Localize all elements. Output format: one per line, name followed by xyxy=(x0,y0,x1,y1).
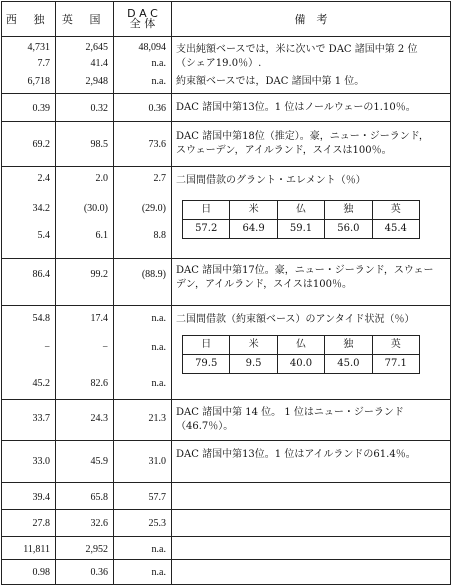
cell-west-germany xyxy=(2,122,56,167)
value-dac-total: n.a. xyxy=(151,342,166,353)
cell-west-germany xyxy=(2,306,56,400)
value-uk: 32.6 xyxy=(90,518,108,529)
table-row xyxy=(2,259,451,306)
value-west-germany: 2.4 xyxy=(37,173,50,184)
table-row xyxy=(2,510,451,537)
value-west-germany: 33.0 xyxy=(32,456,50,467)
cell-west-germany xyxy=(2,37,56,94)
cell-dac-total xyxy=(114,167,172,259)
cell-remarks xyxy=(172,441,451,483)
cell-remarks xyxy=(172,483,451,510)
cell-uk xyxy=(56,306,114,400)
value-west-germany: 69.2 xyxy=(32,139,50,150)
subtable-value-cell: 57.2 xyxy=(183,220,230,239)
value-west-germany: 6,718 xyxy=(27,76,50,87)
value-uk: − xyxy=(102,342,108,353)
cell-remarks xyxy=(172,167,451,259)
remark-line: DAC 諸国中第13位。1 位はノールウェーの1.10％。 xyxy=(176,102,416,113)
subtable-value-cell: 64.9 xyxy=(230,220,277,239)
value-uk: 6.1 xyxy=(95,230,108,241)
cell-uk xyxy=(56,37,114,94)
cell-west-germany xyxy=(2,400,56,441)
value-dac-total: 0.36 xyxy=(148,103,166,114)
cell-dac-total xyxy=(114,441,172,483)
cell-remarks xyxy=(172,259,451,306)
subtable-header-cell: 仏 xyxy=(277,336,324,355)
table-row xyxy=(2,483,451,510)
value-dac-total: n.a. xyxy=(151,58,166,69)
cell-dac-total xyxy=(114,400,172,441)
value-uk: 2,952 xyxy=(85,544,108,555)
table-row xyxy=(2,122,451,167)
value-uk: 65.8 xyxy=(90,492,108,503)
value-dac-total: 25.3 xyxy=(148,518,166,529)
value-uk: 98.5 xyxy=(90,139,108,150)
value-west-germany: 0.39 xyxy=(32,103,50,114)
subtable-header-cell: 英 xyxy=(372,201,419,220)
subtable-value-cell: 79.5 xyxy=(183,355,230,374)
subtable-value-cell: 56.0 xyxy=(325,220,372,239)
table-row xyxy=(2,306,451,400)
cell-west-germany xyxy=(2,510,56,537)
cell-west-germany xyxy=(2,94,56,122)
value-dac-total: 21.3 xyxy=(148,413,166,424)
subtable-value-cell: 45.4 xyxy=(372,220,419,239)
cell-west-germany xyxy=(2,483,56,510)
value-west-germany: 27.8 xyxy=(32,518,50,529)
remark-line: 二国間借款のグラント・エレメント（％） xyxy=(176,175,366,186)
table-row xyxy=(2,167,451,259)
header-west-germany: 西 独 xyxy=(2,2,56,37)
remark-line: 支出純額ベースでは，米に次いで DAC 諸国中第 2 位 xyxy=(176,44,418,55)
header-row xyxy=(2,2,451,37)
remark-line: （シェア19.0％）. xyxy=(176,58,262,69)
value-uk: 82.6 xyxy=(90,378,108,389)
value-west-germany: 86.4 xyxy=(32,269,50,280)
value-dac-total: n.a. xyxy=(151,567,166,578)
value-west-germany: 54.8 xyxy=(32,313,50,324)
cell-dac-total xyxy=(114,37,172,94)
cell-uk xyxy=(56,122,114,167)
cell-dac-total xyxy=(114,560,172,585)
subtable-header-row xyxy=(183,201,420,220)
cell-uk xyxy=(56,560,114,585)
cell-west-germany xyxy=(2,537,56,560)
cell-west-germany xyxy=(2,441,56,483)
value-uk: (30.0) xyxy=(83,203,108,214)
value-uk: 41.4 xyxy=(90,58,108,69)
cell-uk xyxy=(56,259,114,306)
cell-uk xyxy=(56,400,114,441)
cell-west-germany xyxy=(2,259,56,306)
value-dac-total: n.a. xyxy=(151,313,166,324)
cell-dac-total xyxy=(114,537,172,560)
subtable-header-cell: 日 xyxy=(183,336,230,355)
cell-remarks xyxy=(172,94,451,122)
table-row xyxy=(2,441,451,483)
cell-uk xyxy=(56,94,114,122)
cell-uk xyxy=(56,537,114,560)
table-row xyxy=(2,537,451,560)
cell-remarks xyxy=(172,400,451,441)
value-west-germany: 34.2 xyxy=(32,203,50,214)
subtable-header-row xyxy=(183,336,420,355)
value-west-germany: − xyxy=(44,342,50,353)
remark-line: DAC 諸国中第13位。1 位はアイルランドの61.4％。 xyxy=(176,449,416,460)
value-dac-total: 8.8 xyxy=(153,230,166,241)
subtable-value-cell: 45.0 xyxy=(325,355,372,374)
remark-line: スウェーデン，アイルランド，スイスは100％。 xyxy=(176,145,392,156)
remark-line: 二国間借款（約束額ベース）のアンタイド状況（％） xyxy=(176,314,415,325)
value-dac-total: n.a. xyxy=(151,76,166,87)
subtable-value-row xyxy=(183,355,420,374)
cell-remarks xyxy=(172,510,451,537)
value-dac-total: n.a. xyxy=(151,378,166,389)
table-row xyxy=(2,37,451,94)
table-row xyxy=(2,94,451,122)
oda-comparison-table-container xyxy=(1,1,450,578)
value-west-germany: 5.4 xyxy=(37,230,50,241)
header-remarks: 備 考 xyxy=(172,2,451,37)
table-row xyxy=(2,400,451,441)
value-dac-total: n.a. xyxy=(151,544,166,555)
value-dac-total: (29.0) xyxy=(141,203,166,214)
cell-dac-total xyxy=(114,122,172,167)
cell-remarks xyxy=(172,37,451,94)
subtable-header-cell: 独 xyxy=(325,201,372,220)
value-dac-total: 2.7 xyxy=(153,173,166,184)
subtable-header-cell: 英 xyxy=(372,336,419,355)
subtable-header-cell: 米 xyxy=(230,336,277,355)
value-uk: 0.36 xyxy=(90,567,108,578)
value-uk: 2,948 xyxy=(85,76,108,87)
subtable-header-cell: 独 xyxy=(325,336,372,355)
remarks-subtable xyxy=(182,200,420,239)
cell-dac-total xyxy=(114,510,172,537)
cell-remarks xyxy=(172,560,451,585)
value-uk: 17.4 xyxy=(90,313,108,324)
remark-line: DAC 諸国中第18位（推定）。豪，ニュー・ジーランド， xyxy=(176,131,429,142)
header-uk: 英 国 xyxy=(56,2,114,37)
cell-remarks xyxy=(172,122,451,167)
cell-uk xyxy=(56,483,114,510)
cell-remarks xyxy=(172,537,451,560)
cell-dac-total xyxy=(114,94,172,122)
value-uk: 24.3 xyxy=(90,413,108,424)
value-uk: 45.9 xyxy=(90,456,108,467)
value-dac-total: 57.7 xyxy=(148,492,166,503)
remark-line: DAC 諸国中第17位。豪，ニュー・ジーランド，スウェー xyxy=(176,265,434,276)
subtable-value-cell: 59.1 xyxy=(277,220,324,239)
cell-remarks xyxy=(172,306,451,400)
value-west-germany: 39.4 xyxy=(32,492,50,503)
cell-uk xyxy=(56,510,114,537)
subtable-header-cell: 日 xyxy=(183,201,230,220)
subtable-header-cell: 仏 xyxy=(277,201,324,220)
value-west-germany: 45.2 xyxy=(32,378,50,389)
table-body xyxy=(2,37,451,585)
remarks-subtable xyxy=(182,335,420,374)
remark-line: （46.7％）。 xyxy=(176,421,234,432)
subtable-value-cell: 9.5 xyxy=(230,355,277,374)
cell-west-germany xyxy=(2,167,56,259)
value-west-germany: 33.7 xyxy=(32,413,50,424)
remark-line: デン，アイルランド，スイスは100％。 xyxy=(176,279,352,290)
header-dac-line1: D A C xyxy=(127,7,158,20)
subtable-header-cell: 米 xyxy=(230,201,277,220)
value-dac-total: 73.6 xyxy=(148,139,166,150)
value-west-germany: 4,731 xyxy=(27,42,50,53)
table-row xyxy=(2,560,451,585)
subtable-value-cell: 77.1 xyxy=(372,355,419,374)
remark-line: 約束額ベースでは，DAC 諸国中第 1 位。 xyxy=(176,76,365,87)
cell-uk xyxy=(56,167,114,259)
value-uk: 99.2 xyxy=(90,269,108,280)
subtable-value-cell: 40.0 xyxy=(277,355,324,374)
value-west-germany: 0.98 xyxy=(32,567,50,578)
value-uk: 0.32 xyxy=(90,103,108,114)
cell-dac-total xyxy=(114,483,172,510)
value-uk: 2.0 xyxy=(95,173,108,184)
header-dac-total xyxy=(114,2,172,37)
value-dac-total: (88.9) xyxy=(141,269,166,280)
value-dac-total: 48,094 xyxy=(138,42,166,53)
subtable-value-row xyxy=(183,220,420,239)
value-west-germany: 11,811 xyxy=(23,544,50,555)
oda-comparison-table xyxy=(1,1,451,585)
cell-west-germany xyxy=(2,560,56,585)
cell-uk xyxy=(56,441,114,483)
value-dac-total: 31.0 xyxy=(148,456,166,467)
remark-line: DAC 諸国中第 14 位。 1 位はニュー・ジーランド xyxy=(176,407,404,418)
cell-dac-total xyxy=(114,306,172,400)
cell-dac-total xyxy=(114,259,172,306)
header-dac-line2: 全 体 xyxy=(129,17,156,30)
value-uk: 2,645 xyxy=(85,42,108,53)
value-west-germany: 7.7 xyxy=(37,58,50,69)
